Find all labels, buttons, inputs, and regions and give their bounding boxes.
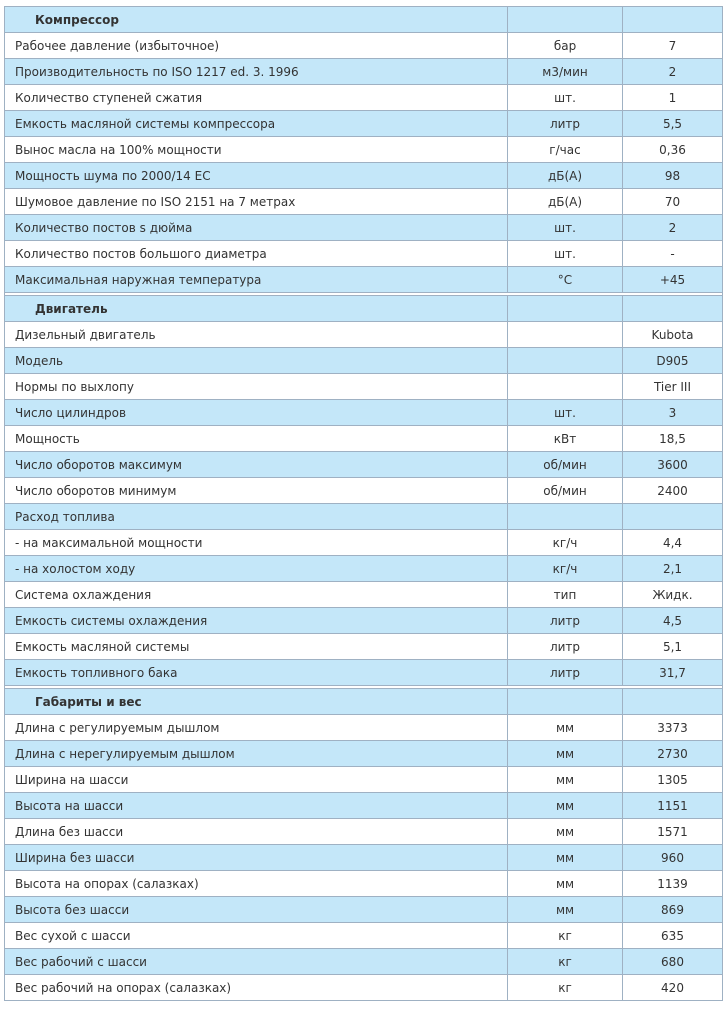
param-value: 98	[623, 163, 723, 189]
param-value: 1139	[623, 871, 723, 897]
param-unit: шт.	[508, 215, 623, 241]
param-name: Длина с нерегулируемым дышлом	[5, 741, 508, 767]
table-row	[5, 111, 723, 137]
param-value: Жидк.	[623, 582, 723, 608]
param-value: 0,36	[623, 137, 723, 163]
table-row	[5, 556, 723, 582]
param-unit: мм	[508, 715, 623, 741]
param-value: 3600	[623, 452, 723, 478]
param-value: D905	[623, 348, 723, 374]
param-unit: г/час	[508, 137, 623, 163]
param-name: Число оборотов минимум	[5, 478, 508, 504]
param-unit: дБ(А)	[508, 189, 623, 215]
param-unit: мм	[508, 767, 623, 793]
param-unit: мм	[508, 741, 623, 767]
table-row	[5, 715, 723, 741]
param-name: Вес рабочий с шасси	[5, 949, 508, 975]
table-row	[5, 871, 723, 897]
param-value: 2730	[623, 741, 723, 767]
param-name: Вынос масла на 100% мощности	[5, 137, 508, 163]
param-value: 7	[623, 33, 723, 59]
param-unit	[508, 504, 623, 530]
table-row	[5, 767, 723, 793]
table-row	[5, 660, 723, 686]
spec-table	[4, 6, 723, 1001]
param-unit: кг	[508, 923, 623, 949]
table-row	[5, 845, 723, 871]
table-row	[5, 608, 723, 634]
param-name: Мощность шума по 2000/14 ЕС	[5, 163, 508, 189]
param-unit	[508, 374, 623, 400]
param-unit: литр	[508, 634, 623, 660]
spec-table-body	[5, 7, 723, 1001]
param-value: 70	[623, 189, 723, 215]
table-row	[5, 241, 723, 267]
param-unit: мм	[508, 845, 623, 871]
section-title: Габариты и вес	[5, 689, 508, 715]
table-row	[5, 741, 723, 767]
param-name: Рабочее давление (избыточное)	[5, 33, 508, 59]
section-header-value-cell	[623, 296, 723, 322]
param-unit: мм	[508, 819, 623, 845]
table-row	[5, 504, 723, 530]
param-value: 680	[623, 949, 723, 975]
table-row	[5, 322, 723, 348]
param-value: 5,5	[623, 111, 723, 137]
param-name: - на холостом ходу	[5, 556, 508, 582]
param-unit: кВт	[508, 426, 623, 452]
param-unit: об/мин	[508, 452, 623, 478]
section-header-value-cell	[623, 689, 723, 715]
param-value: Kubota	[623, 322, 723, 348]
table-row	[5, 949, 723, 975]
param-name: Высота на опорах (салазках)	[5, 871, 508, 897]
section-header-unit-cell	[508, 7, 623, 33]
param-value: 869	[623, 897, 723, 923]
param-value: 5,1	[623, 634, 723, 660]
param-value: 635	[623, 923, 723, 949]
param-unit	[508, 322, 623, 348]
param-value: 4,5	[623, 608, 723, 634]
param-value: 1305	[623, 767, 723, 793]
param-unit: мм	[508, 871, 623, 897]
param-unit: °C	[508, 267, 623, 293]
table-row	[5, 189, 723, 215]
table-row	[5, 163, 723, 189]
param-unit: литр	[508, 111, 623, 137]
param-name: Число цилиндров	[5, 400, 508, 426]
table-row	[5, 897, 723, 923]
table-row	[5, 582, 723, 608]
param-name: Вес рабочий на опорах (салазках)	[5, 975, 508, 1001]
param-name: Длина без шасси	[5, 819, 508, 845]
table-row	[5, 426, 723, 452]
param-name: Вес сухой с шасси	[5, 923, 508, 949]
param-value: 2,1	[623, 556, 723, 582]
param-value: 3	[623, 400, 723, 426]
table-row	[5, 793, 723, 819]
table-row	[5, 59, 723, 85]
param-name: - на максимальной мощности	[5, 530, 508, 556]
table-row	[5, 267, 723, 293]
table-row	[5, 85, 723, 111]
param-unit: кг/ч	[508, 530, 623, 556]
param-name: Емкость масляной системы	[5, 634, 508, 660]
table-row	[5, 400, 723, 426]
param-value: 2400	[623, 478, 723, 504]
param-value: -	[623, 241, 723, 267]
param-name: Высота на шасси	[5, 793, 508, 819]
param-name: Емкость системы охлаждения	[5, 608, 508, 634]
param-name: Максимальная наружная температура	[5, 267, 508, 293]
param-name: Шумовое давление по ISO 2151 на 7 метрах	[5, 189, 508, 215]
param-unit: дБ(А)	[508, 163, 623, 189]
table-row	[5, 348, 723, 374]
param-name: Количество постов большого диаметра	[5, 241, 508, 267]
table-row	[5, 530, 723, 556]
param-unit: шт.	[508, 400, 623, 426]
param-value: 1151	[623, 793, 723, 819]
param-name: Модель	[5, 348, 508, 374]
param-value: 2	[623, 215, 723, 241]
param-unit: кг	[508, 949, 623, 975]
param-value: 3373	[623, 715, 723, 741]
section-header	[5, 296, 723, 322]
param-unit: об/мин	[508, 478, 623, 504]
param-name: Производительность по ISO 1217 ed. 3. 1996	[5, 59, 508, 85]
table-row	[5, 452, 723, 478]
param-value: 2	[623, 59, 723, 85]
param-name: Дизельный двигатель	[5, 322, 508, 348]
param-name: Высота без шасси	[5, 897, 508, 923]
param-value: 1	[623, 85, 723, 111]
param-unit: бар	[508, 33, 623, 59]
section-header-value-cell	[623, 7, 723, 33]
param-unit: шт.	[508, 241, 623, 267]
param-unit: мм	[508, 793, 623, 819]
param-name: Ширина на шасси	[5, 767, 508, 793]
param-name: Система охлаждения	[5, 582, 508, 608]
param-unit: мм	[508, 897, 623, 923]
param-unit: кг	[508, 975, 623, 1001]
param-name: Длина с регулируемым дышлом	[5, 715, 508, 741]
section-header	[5, 7, 723, 33]
section-header	[5, 689, 723, 715]
param-unit: м3/мин	[508, 59, 623, 85]
table-row	[5, 975, 723, 1001]
param-value: 420	[623, 975, 723, 1001]
param-value: 31,7	[623, 660, 723, 686]
param-value	[623, 504, 723, 530]
param-unit: кг/ч	[508, 556, 623, 582]
table-row	[5, 478, 723, 504]
param-unit: литр	[508, 660, 623, 686]
param-name: Емкость топливного бака	[5, 660, 508, 686]
param-value: 18,5	[623, 426, 723, 452]
param-value: 4,4	[623, 530, 723, 556]
param-value: 960	[623, 845, 723, 871]
param-unit: тип	[508, 582, 623, 608]
param-name: Число оборотов максимум	[5, 452, 508, 478]
param-value: +45	[623, 267, 723, 293]
table-row	[5, 374, 723, 400]
section-title: Компрессор	[5, 7, 508, 33]
param-value: 1571	[623, 819, 723, 845]
table-row	[5, 137, 723, 163]
param-unit: шт.	[508, 85, 623, 111]
table-row	[5, 215, 723, 241]
param-name: Нормы по выхлопу	[5, 374, 508, 400]
table-row	[5, 819, 723, 845]
param-value: Tier III	[623, 374, 723, 400]
section-header-unit-cell	[508, 689, 623, 715]
param-unit: литр	[508, 608, 623, 634]
section-header-unit-cell	[508, 296, 623, 322]
param-unit	[508, 348, 623, 374]
param-name: Количество ступеней сжатия	[5, 85, 508, 111]
param-name: Количество постов s дюйма	[5, 215, 508, 241]
param-name: Мощность	[5, 426, 508, 452]
param-name: Расход топлива	[5, 504, 508, 530]
table-row	[5, 33, 723, 59]
param-name: Ширина без шасси	[5, 845, 508, 871]
param-name: Емкость масляной системы компрессора	[5, 111, 508, 137]
table-row	[5, 634, 723, 660]
table-row	[5, 923, 723, 949]
section-title: Двигатель	[5, 296, 508, 322]
